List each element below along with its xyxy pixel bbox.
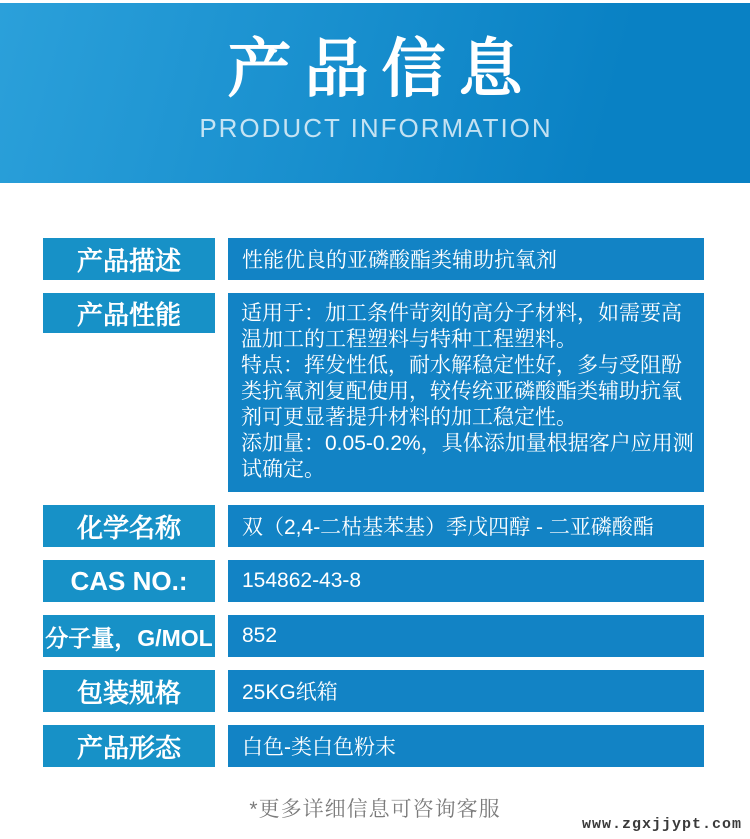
row-label-description: 产品描述 (43, 238, 215, 280)
row-label-chemical-name: 化学名称 (43, 505, 215, 547)
row-value-appearance: 白色-类白色粉末 (228, 725, 704, 767)
info-row-cas-no (43, 560, 704, 602)
row-value-cas-no: 154862-43-8 (228, 560, 704, 602)
row-value-description: 性能优良的亚磷酸酯类辅助抗氧剂 (228, 238, 704, 280)
row-label-packaging: 包装规格 (43, 670, 215, 712)
performance-dosage-paragraph: 添加量：0.05-0.2%，具体添加量根据客户应用测试确定。 (241, 432, 694, 481)
info-row-performance (43, 293, 704, 492)
row-value-molecular-weight: 852 (228, 615, 704, 657)
page-subtitle: PRODUCT INFORMATION (199, 113, 553, 144)
performance-usage-paragraph: 适用于：加工条件苛刻的高分子材料，如需要高温加工的工程塑料与特种工程塑料。 (241, 302, 682, 351)
footer-note: *更多详细信息可咨询客服 (249, 798, 501, 821)
info-row-molecular-weight (43, 615, 704, 657)
website-watermark: www.zgxjjypt.com (581, 816, 742, 833)
row-label-cas-no: CAS NO.: (43, 560, 215, 602)
info-row-packaging (43, 670, 704, 712)
performance-features-paragraph: 特点：挥发性低，耐水解稳定性好，多与受阻酚类抗氧剂复配使用，较传统亚磷酸酯类辅助抗氧剂可更显著提升材料的加工稳定性。 (241, 354, 682, 429)
page-title: 产品信息 (227, 32, 536, 105)
info-row-appearance (43, 725, 704, 767)
row-value-performance (228, 293, 704, 492)
row-label-molecular-weight: 分子量，G/MOL (43, 615, 215, 657)
row-label-performance: 产品性能 (43, 293, 215, 333)
info-row-chemical-name (43, 505, 704, 547)
row-label-appearance: 产品形态 (43, 725, 215, 767)
info-row-description (43, 238, 704, 280)
product-info-table (43, 238, 704, 767)
row-value-packaging: 25KG纸箱 (228, 670, 704, 712)
row-value-chemical-name: 双（2,4-二枯基苯基）季戊四醇 - 二亚磷酸酯 (228, 505, 704, 547)
header-banner (0, 3, 750, 183)
